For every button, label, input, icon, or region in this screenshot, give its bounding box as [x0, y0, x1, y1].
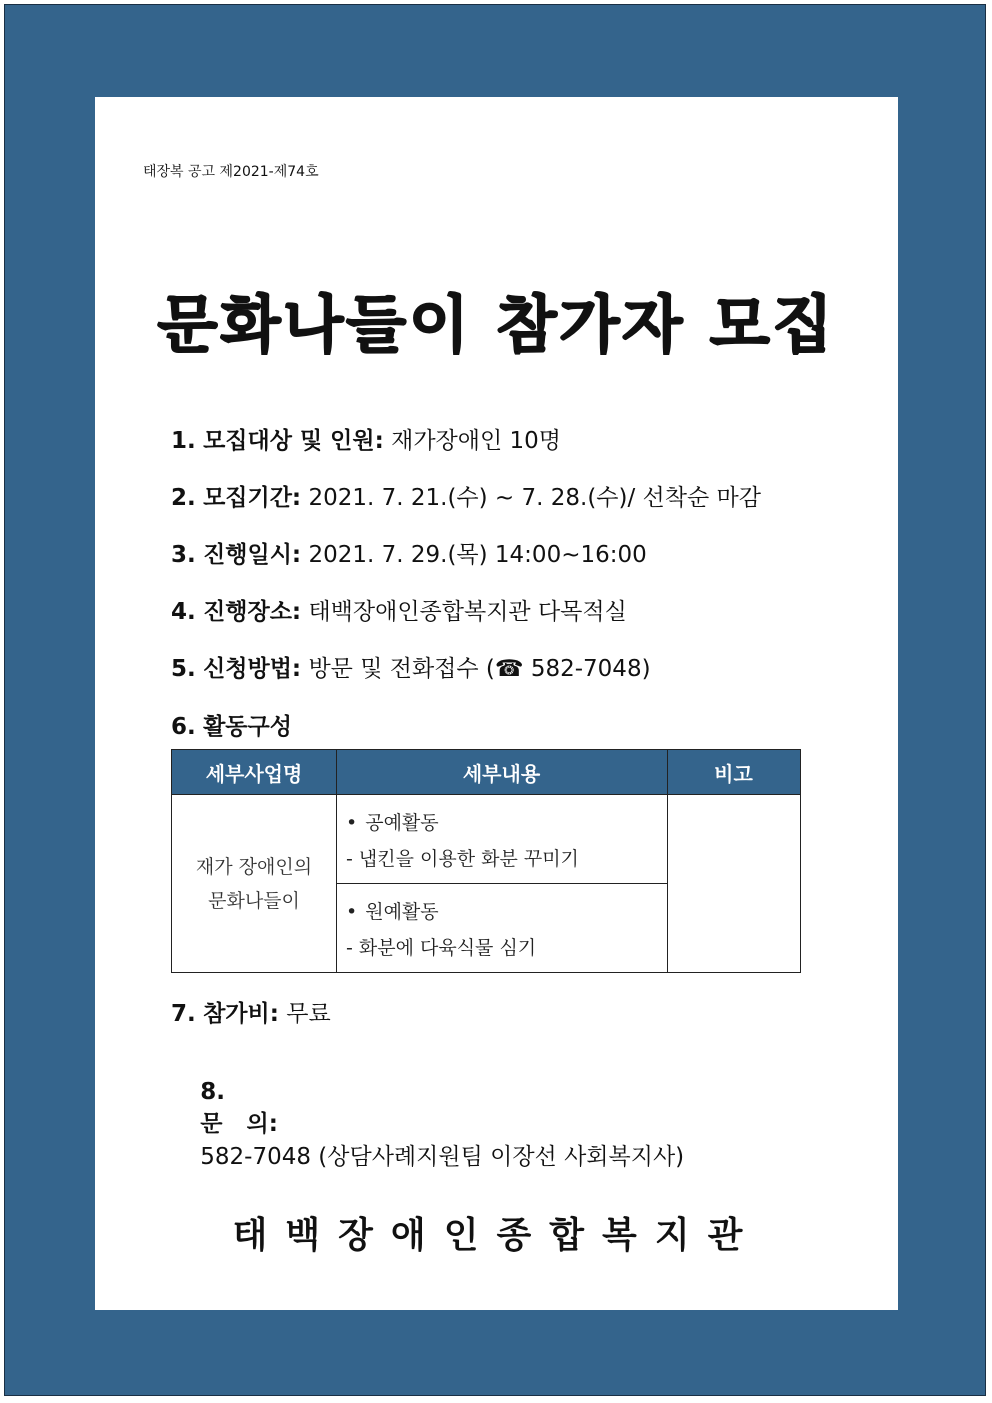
detail-desc: - 화분에 다육식물 심기 — [346, 937, 537, 959]
item-value: 방문 및 전화접수 (☎ 582-7048) — [308, 656, 651, 682]
item-label: 모집기간: — [203, 485, 302, 511]
item-place — [171, 593, 627, 626]
item-number: 8. — [200, 1079, 225, 1105]
organization-name: 태백장애인종합복지관 — [232, 1215, 761, 1256]
item-value: 재가장애인 10명 — [391, 428, 562, 454]
item-value: 582-7048 (상담사례지원팀 이장선 사회복지사) — [200, 1144, 685, 1170]
program-name-cell — [172, 795, 336, 972]
item-value: 태백장애인종합복지관 다목적실 — [308, 599, 627, 625]
program-name-line: 재가 장애인의 — [195, 855, 313, 878]
detail-title: 공예활동 — [365, 812, 439, 834]
detail-cell — [336, 795, 667, 883]
activity-table — [171, 749, 801, 973]
detail-cell — [336, 884, 667, 972]
table-header-note: 비고 — [667, 750, 800, 794]
detail-desc: - 냅킨을 이용한 화분 꾸미기 — [346, 848, 579, 870]
item-datetime — [171, 536, 647, 569]
item-label: 신청방법: — [203, 656, 302, 682]
item-number: 5. — [171, 656, 196, 682]
item-contact — [171, 1053, 684, 1197]
item-label: 진행일시: — [203, 542, 302, 568]
item-period — [171, 479, 761, 512]
item-target — [171, 422, 561, 455]
item-value: 2021. 7. 29.(목) 14:00~16:00 — [308, 542, 647, 568]
item-value: 2021. 7. 21.(수) ~ 7. 28.(수)/ 선착순 마감 — [308, 485, 761, 511]
item-number: 3. — [171, 542, 196, 568]
bullet-icon: • — [346, 901, 358, 923]
item-number: 4. — [171, 599, 196, 625]
item-number: 7. — [171, 1001, 196, 1027]
item-label: 진행장소: — [203, 599, 302, 625]
program-name-line: 문화나들이 — [208, 889, 300, 912]
table-header-program: 세부사업명 — [172, 750, 336, 794]
bullet-icon: • — [346, 812, 358, 834]
item-label: 모집대상 및 인원: — [203, 428, 384, 454]
note-cell — [667, 795, 800, 972]
item-number: 2. — [171, 485, 196, 511]
item-activity — [171, 708, 292, 741]
detail-title: 원예활동 — [365, 901, 439, 923]
item-label: 활동구성 — [203, 714, 292, 740]
notice-sheet — [95, 97, 898, 1310]
notice-number: 태장복 공고 제2021-제74호 — [143, 164, 319, 180]
item-fee — [171, 995, 331, 1028]
table-header-detail: 세부내용 — [336, 750, 667, 794]
item-value: 무료 — [286, 1001, 331, 1027]
item-number: 6. — [171, 714, 196, 740]
item-label: 문 의: — [200, 1111, 278, 1137]
page-title: 문화나들이 참가자 모집 — [157, 288, 836, 361]
item-apply — [171, 650, 651, 683]
item-label: 참가비: — [203, 1001, 279, 1027]
item-number: 1. — [171, 428, 196, 454]
